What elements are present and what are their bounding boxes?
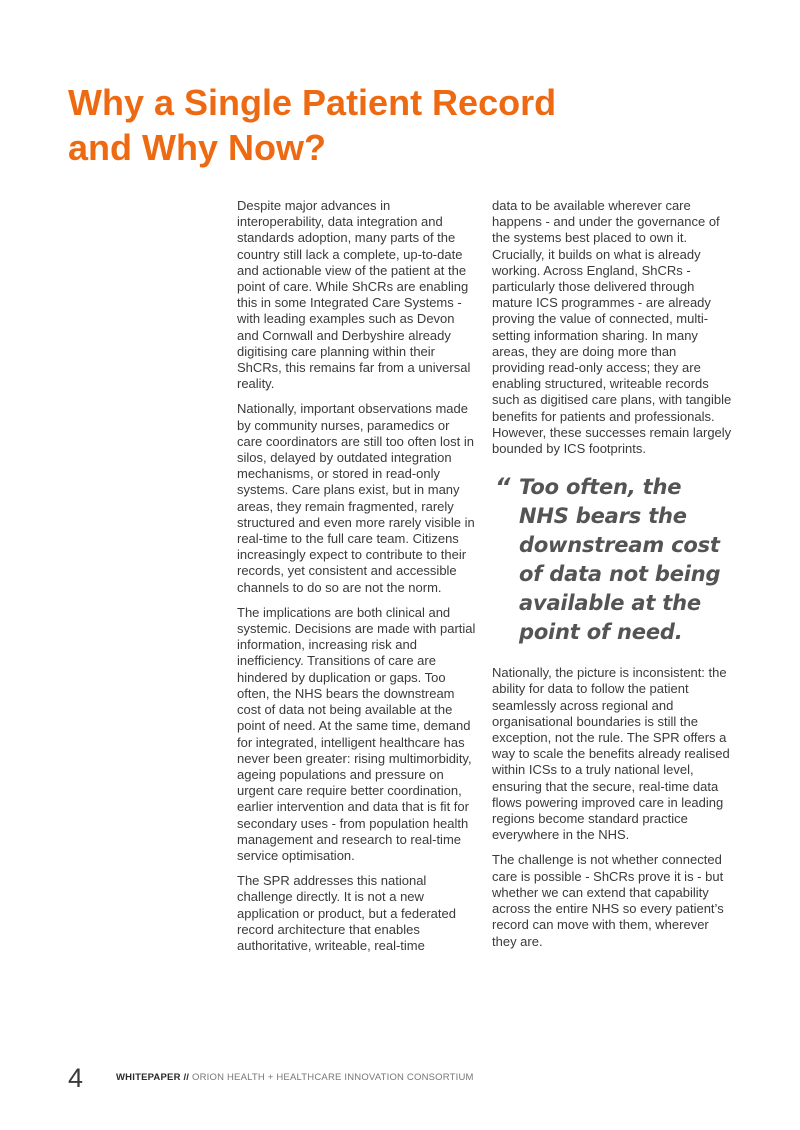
quote-mark-icon: “ [495,473,511,502]
body-paragraph: Despite major advances in interoperability, data integration and standards adoption, many parts of the country still lack a complete, up-to-date and actionable view of the patient at the point of care. While ShCRs are enabling this in some Integrated Care Systems - with leading examples such as Devon and Cornwall and Derbyshire already digitising care planning within their ShCRs, this remains far from a universal reality. [237,198,471,392]
body-paragraph: The challenge is not whether connected care is possible - ShCRs prove it is - but whether we can extend that capability across the entire NHS so every patient’s record can move with them, wherever they are. [492,852,724,949]
page-number: 4 [68,1063,84,1093]
footer-subtitle: ORION HEALTH + HEALTHCARE INNOVATION CONSORTIUM [189,1072,474,1083]
pull-quote [492,473,732,647]
body-paragraph: data to be available wherever care happens - and under the governance of the systems best placed to own it. Crucially, it builds on what is already working. Across England, ShCRs - particularly those delivered through mature ICS programmes - are already proving the value of connected, multi-setting information sharing. In many areas, they are doing more than providing read-only access; they are enabling structured, writeable records such as digitised care plans, with tangible benefits for patients and professionals. However, these successes remain largely bounded by ICS footprints. [492,198,732,457]
footer-label: WHITEPAPER // [116,1072,190,1083]
footer-text [116,1072,474,1084]
body-paragraph: The implications are both clinical and systemic. Decisions are made with partial information, increasing risk and inefficiency. Transitions of care are hindered by duplication or gaps. Too often, the NHS bears the downstream cost of data not being available at the point of need. At the same time, demand for integrated, intelligent healthcare has never been greater: rising multimorbidity, ageing populations and pressure on urgent care require better coordination, earlier intervention and data that is fit for secondary uses - from population health management and research to real-time service optimisation. [237,604,476,863]
page-title: Why a Single Patient Record and Why Now? [68,82,557,168]
pull-quote-text: Too often, the NHS bears the downstream cost of data not being available at the point of need. [519,475,721,645]
body-paragraph: The SPR addresses this national challenge directly. It is not a new application or product, but a federated record architecture that enables authoritative, writeable, real-time [237,873,456,953]
body-paragraph: Nationally, the picture is inconsistent: the ability for data to follow the patient seamlessly across regional and organisational boundaries is still the exception, not the rule. The SPR offers a way to scale the benefits already realised within ICSs to a truly national level, ensuring that the secure, real-time data flows powering improved care in leading regions become standard practice everywhere in the NHS. [492,665,730,843]
right-column [492,198,732,959]
left-column [237,198,477,963]
body-paragraph: Nationally, important observations made by community nurses, paramedics or care coordinators are still too often lost in silos, delayed by outdated integration mechanisms, or stored in read-only systems. Care plans exist, but in many areas, they remain fragmented, rarely structured and even more rarely visible in real-time to the full care team. Citizens increasingly expect to contribute to their records, yet consistent and accessible channels to do so are not the norm. [237,401,475,595]
